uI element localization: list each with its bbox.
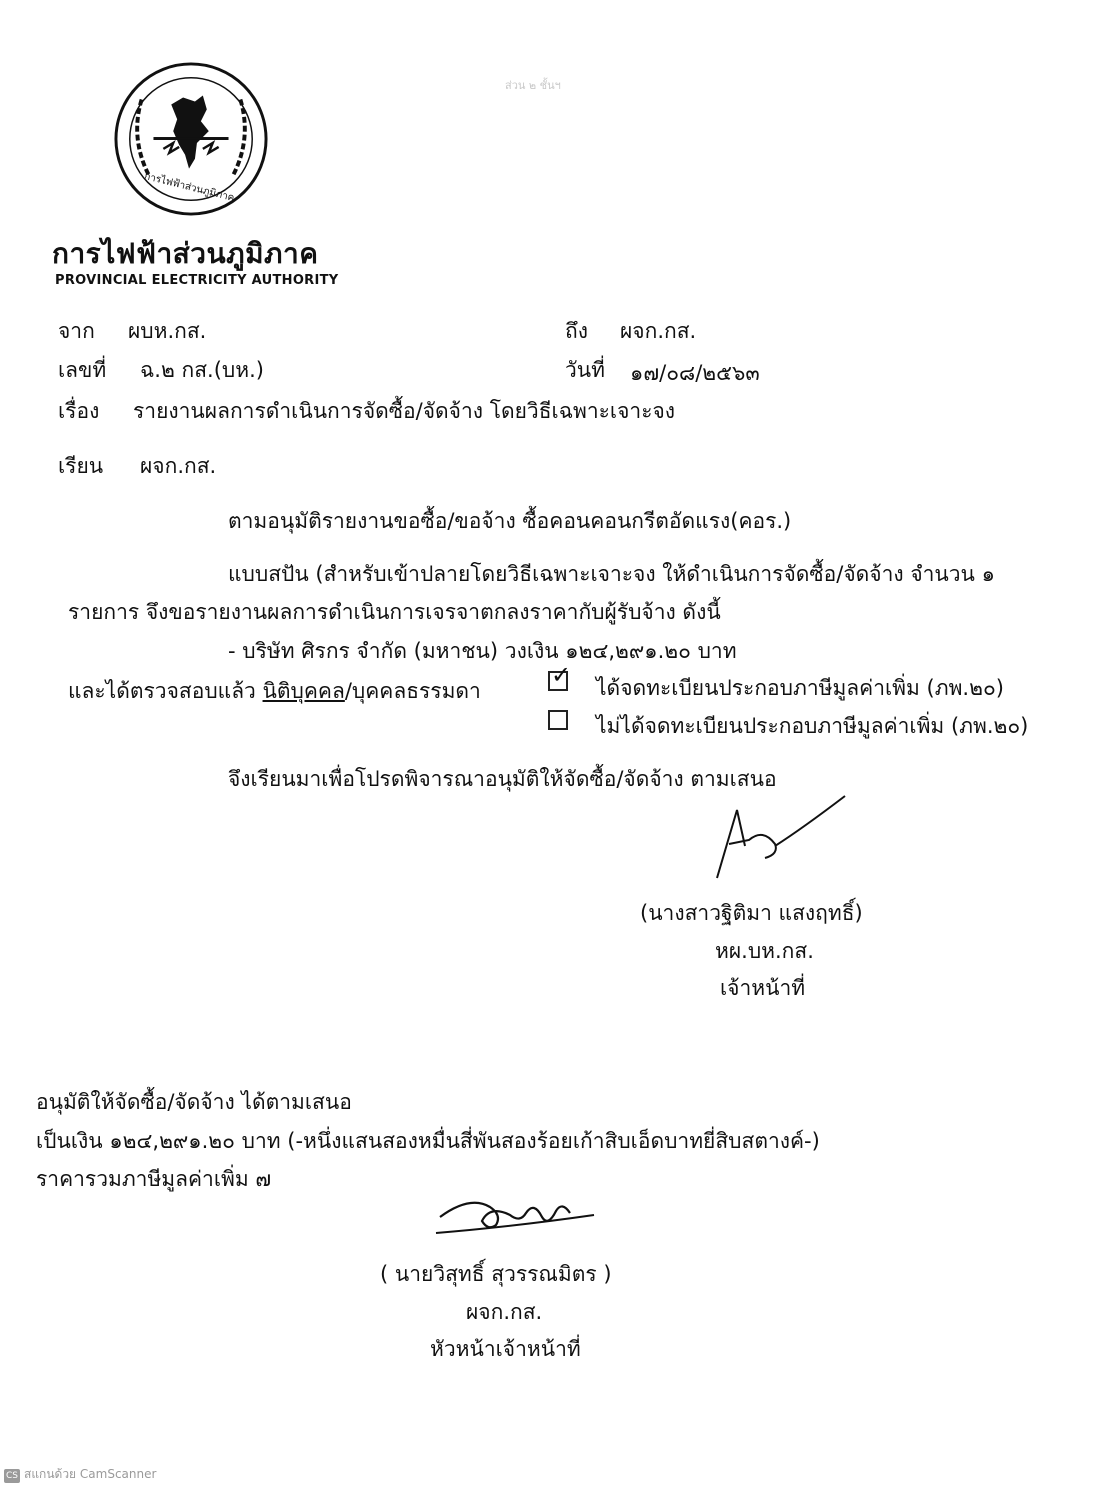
- approval-line-3: ราคารวมภาษีมูลค่าเพิ่ม ๗: [36, 1167, 272, 1191]
- number-label: เลขที่: [58, 358, 107, 382]
- scanner-text: สแกนด้วย CamScanner: [24, 1467, 157, 1481]
- scanner-footer: [4, 1465, 156, 1484]
- body-line-1: ตามอนุมัติรายงานขอซื้อ/ขอจ้าง ซื้อคอนคอนกรีตอัดแรง(คอร.): [228, 509, 792, 533]
- to-label: ถึง: [565, 319, 588, 343]
- from-value: ผบห.กส.: [128, 319, 207, 343]
- org-name-thai: การไฟฟ้าส่วนภูมิภาค: [52, 237, 319, 270]
- date-value: ๑๗/๐๘/๒๕๖๓: [630, 361, 760, 385]
- checkmark-icon: ✓: [551, 661, 572, 689]
- faint-stamp: ส่วน ๒ ชั้นฯ: [505, 79, 561, 92]
- check-suffix: /บุคคลธรรมดา: [344, 679, 481, 703]
- signature-1: [705, 788, 855, 888]
- signer1-name: (นางสาวฐิติมา แสงฤทธิ์): [640, 901, 863, 925]
- from-label: จาก: [58, 319, 95, 343]
- signer2-position: ผจก.กส.: [466, 1300, 543, 1324]
- signer1-position: หผ.บห.กส.: [715, 939, 814, 963]
- camscanner-icon: CS: [6, 1471, 18, 1481]
- signer2-name: ( นายวิสุทธิ์ สุวรรณมิตร ): [380, 1262, 612, 1286]
- approval-line-1: อนุมัติให้จัดซื้อ/จัดจ้าง ได้ตามเสนอ: [36, 1090, 352, 1114]
- salutation-label: เรียน: [58, 454, 104, 478]
- signer1-role: เจ้าหน้าที่: [720, 976, 806, 1000]
- signer2-role: หัวหน้าเจ้าหน้าที่: [430, 1337, 581, 1361]
- closing-line: จึงเรียนมาเพื่อโปรดพิจารณาอนุมัติให้จัดซื้อ/จัดจ้าง ตามเสนอ: [228, 767, 777, 791]
- approval-line-2: เป็นเงิน ๑๒๔,๒๙๑.๒๐ บาท (-หนึ่งแสนสองหมื่นสี่พันสองร้อยเก้าสิบเอ็ดบาทยี่สิบสตางค์-): [36, 1129, 820, 1153]
- check-statement: [68, 675, 481, 708]
- salutation-value: ผจก.กส.: [140, 454, 217, 478]
- vat-not-registered-checkbox[interactable]: [548, 710, 568, 730]
- subject-value: รายงานผลการดำเนินการจัดซื้อ/จัดจ้าง โดยวิธีเฉพาะเจาะจง: [133, 399, 676, 423]
- check-underlined: นิติบุคคล: [262, 679, 345, 703]
- vat-registered-checkbox[interactable]: [548, 661, 572, 691]
- to-value: ผจก.กส.: [620, 319, 697, 343]
- body-line-3: รายการ จึงขอรายงานผลการดำเนินการเจรจาตกลงราคากับผู้รับจ้าง ดังนี้: [68, 600, 721, 624]
- body-line-4: - บริษัท ศิรกร จำกัด (มหาชน) วงเงิน ๑๒๔,๒๙๑.๒๐ บาท: [228, 639, 737, 663]
- subject-label: เรื่อง: [58, 399, 100, 423]
- body-line-2: แบบสปัน (สำหรับเข้าปลายโดยวิธีเฉพาะเจาะจง ให้ดำเนินการจัดซื้อ/จัดจ้าง จำนวน ๑: [228, 562, 995, 586]
- logo-ring-text: การไฟฟ้าส่วนภูมิภาค: [143, 170, 236, 205]
- org-name-english: PROVINCIAL ELECTRICITY AUTHORITY: [55, 273, 339, 288]
- date-label: วันที่: [565, 358, 605, 382]
- number-value: ฉ.๒ กส.(บห.): [140, 358, 264, 382]
- signature-2: [430, 1185, 600, 1245]
- vat-registered-label: ได้จดทะเบียนประกอบภาษีมูลค่าเพิ่ม (ภพ.๒๐): [596, 676, 1004, 700]
- vat-not-registered-label: ไม่ได้จดทะเบียนประกอบภาษีมูลค่าเพิ่ม (ภพ.๒๐): [596, 714, 1029, 738]
- check-prefix: และได้ตรวจสอบแล้ว: [68, 679, 263, 703]
